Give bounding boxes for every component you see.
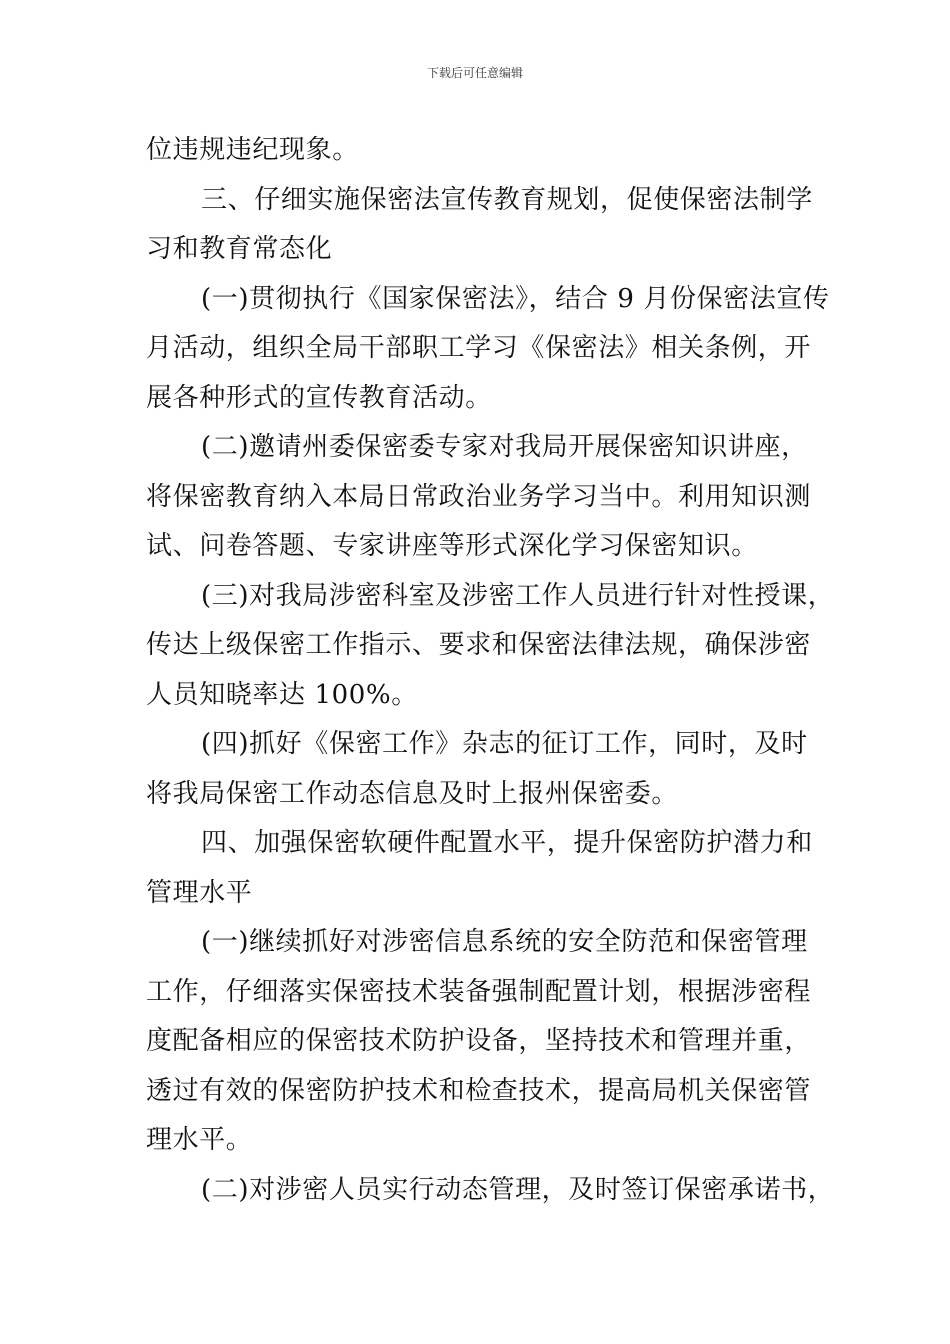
text-line: 将保密教育纳入本局日常政治业务学习当中。利用知识测 [146, 481, 812, 512]
text-line: 将我局保密工作动态信息及时上报州保密委。 [146, 778, 679, 809]
text-line: 人员知晓率达 100%。 [146, 679, 418, 710]
page-header-note: 下载后可任意编辑 [426, 66, 523, 80]
text-line: 管理水平 [146, 877, 253, 908]
text-line: (四)抓好《保密工作》杂志的征订工作，同时，及时 [201, 729, 808, 759]
text-line: 位违规违纪现象。 [146, 135, 359, 165]
text-line: (一)贯彻执行《国家保密法》，结合 9 月份保密法宣传 [201, 283, 830, 314]
text-line: 传达上级保密工作指示、要求和保密法律法规，确保涉密 [146, 630, 812, 660]
text-line: (三)对我局涉密科室及涉密工作人员进行针对性授课， [201, 580, 835, 611]
text-line: 展各种形式的宣传教育活动。 [146, 382, 492, 413]
text-line: 习和教育常态化 [146, 234, 333, 264]
text-line: 四、加强保密软硬件配置水平，提升保密防护潜力和 [201, 828, 813, 858]
text-line: 三、仔细实施保密法宣传教育规划，促使保密法制学 [201, 184, 813, 215]
text-line: (二)邀请州委保密委专家对我局开展保密知识讲座， [201, 432, 808, 462]
text-line: 月活动，组织全局干部职工学习《保密法》相关条例，开 [146, 333, 812, 363]
text-line: 试、问卷答题、专家讲座等形式深化学习保密知识。 [146, 531, 758, 561]
text-line: 理水平。 [146, 1125, 253, 1155]
text-line: 透过有效的保密防护技术和检查技术，提高局机关保密管 [146, 1075, 812, 1106]
text-line: (二)对涉密人员实行动态管理，及时签订保密承诺书， [201, 1174, 835, 1205]
text-line: 度配备相应的保密技术防护设备，坚持技术和管理并重， [146, 1026, 812, 1056]
text-line: 工作，仔细落实保密技术装备强制配置计划，根据涉密程 [146, 976, 812, 1007]
text-line: (一)继续抓好对涉密信息系统的安全防范和保密管理 [201, 927, 808, 957]
document-body [146, 126, 835, 1215]
